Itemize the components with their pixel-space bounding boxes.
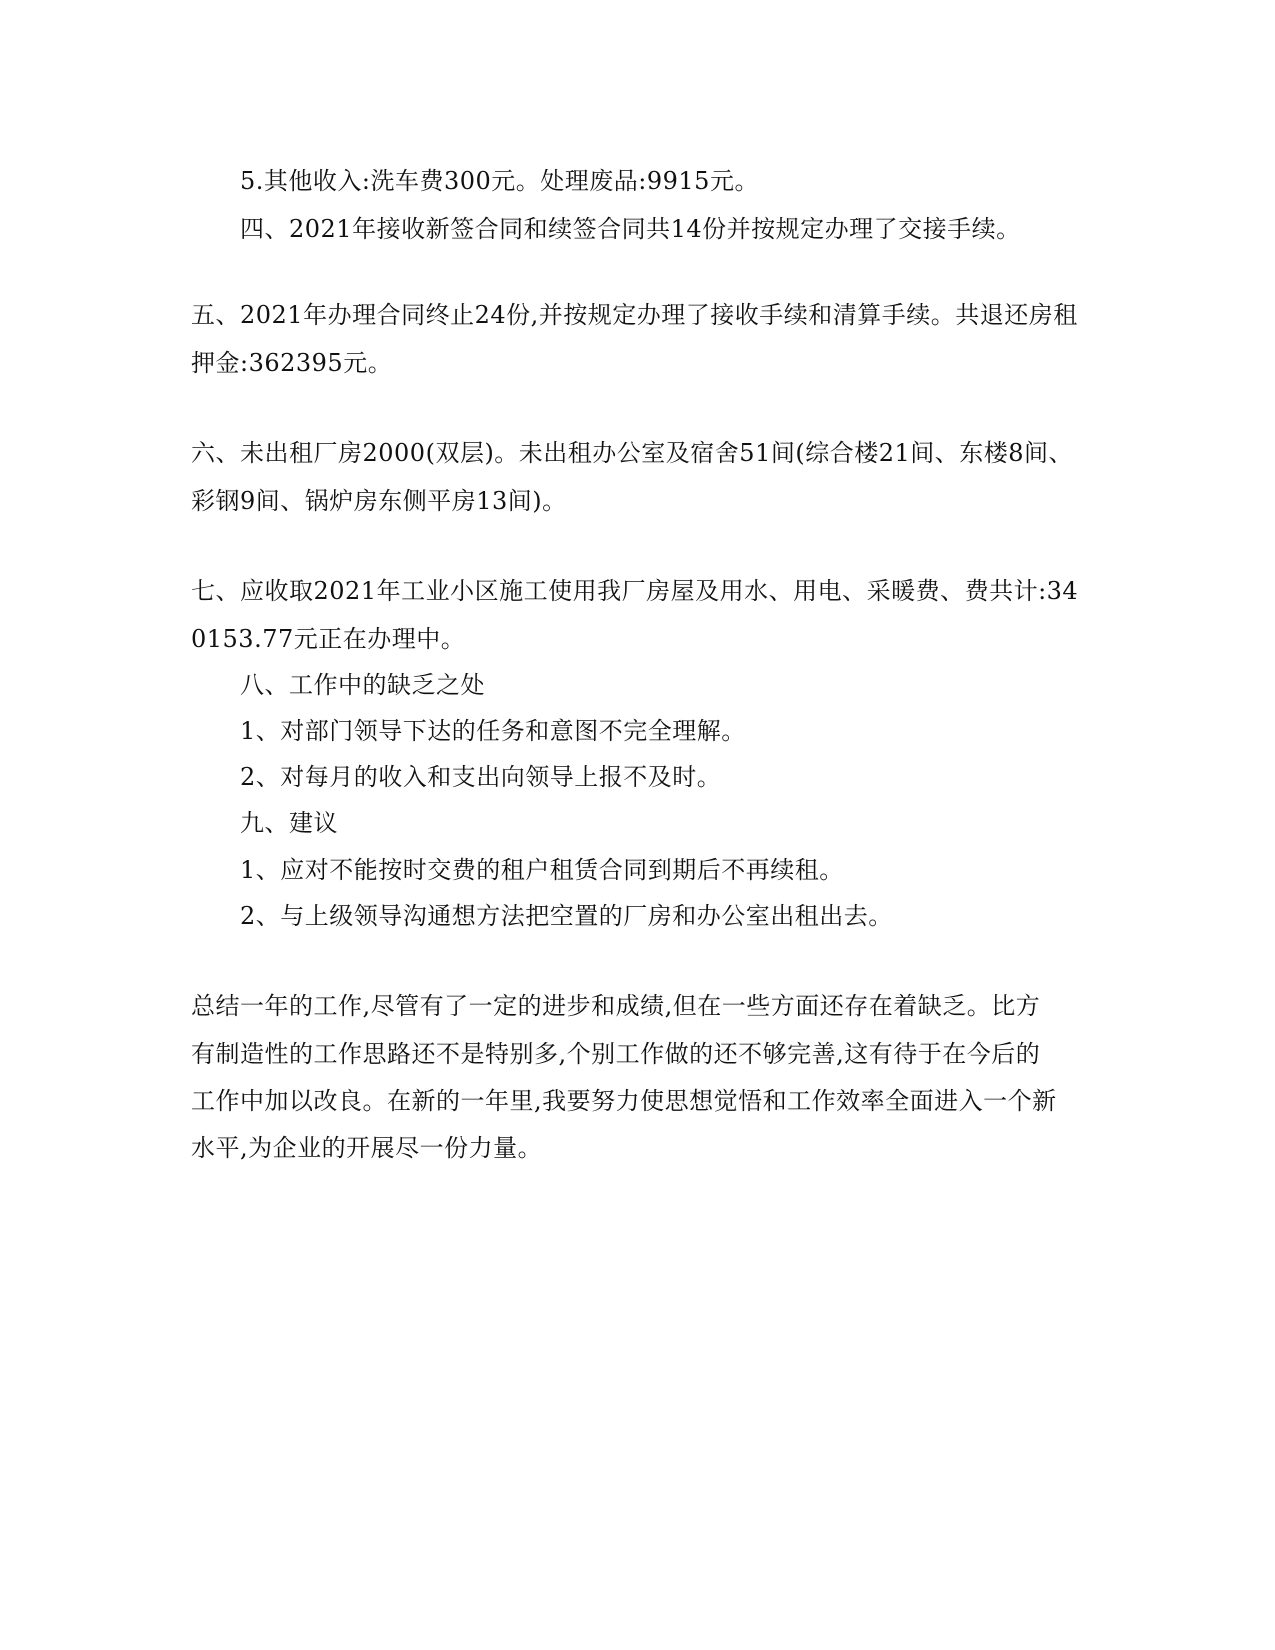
text-line: 四、2021年接收新签合同和续签合同共14份并按规定办理了交接手续。 [240, 215, 1021, 243]
text-line: 押金:362395元。 [191, 349, 393, 377]
section-heading: 八、工作中的缺乏之处 [240, 671, 485, 699]
section-heading: 九、建议 [240, 809, 338, 837]
text-line: 五、2021年办理合同终止24份,并按规定办理了接收手续和清算手续。共退还房租 [191, 301, 1078, 329]
text-line: 1、对部门领导下达的任务和意图不完全理解。 [240, 717, 746, 745]
text-line: 1、应对不能按时交费的租户租赁合同到期后不再续租。 [240, 856, 844, 884]
text-line: 5.其他收入:洗车费300元。处理废品:9915元。 [240, 167, 759, 195]
text-line: 总结一年的工作,尽管有了一定的进步和成绩,但在一些方面还存在着缺乏。比方 [191, 992, 1041, 1020]
text-line: 六、未出租厂房2000(双层)。未出租办公室及宿舍51间(综合楼21间、东楼8间、 [191, 439, 1074, 467]
text-line: 水平,为企业的开展尽一份力量。 [191, 1134, 543, 1162]
text-line: 有制造性的工作思路还不是特别多,个别工作做的还不够完善,这有待于在今后的 [191, 1040, 1041, 1068]
text-line: 七、应收取2021年工业小区施工使用我厂房屋及用水、用电、采暖费、费共计:34 [191, 577, 1079, 605]
text-line: 2、对每月的收入和支出向领导上报不及时。 [240, 763, 722, 791]
text-line: 2、与上级领导沟通想方法把空置的厂房和办公室出租出去。 [240, 902, 893, 930]
text-line: 0153.77元正在办理中。 [191, 625, 466, 653]
text-line: 工作中加以改良。在新的一年里,我要努力使思想觉悟和工作效率全面进入一个新 [191, 1087, 1057, 1115]
text-line: 彩钢9间、锅炉房东侧平房13间)。 [191, 487, 567, 515]
